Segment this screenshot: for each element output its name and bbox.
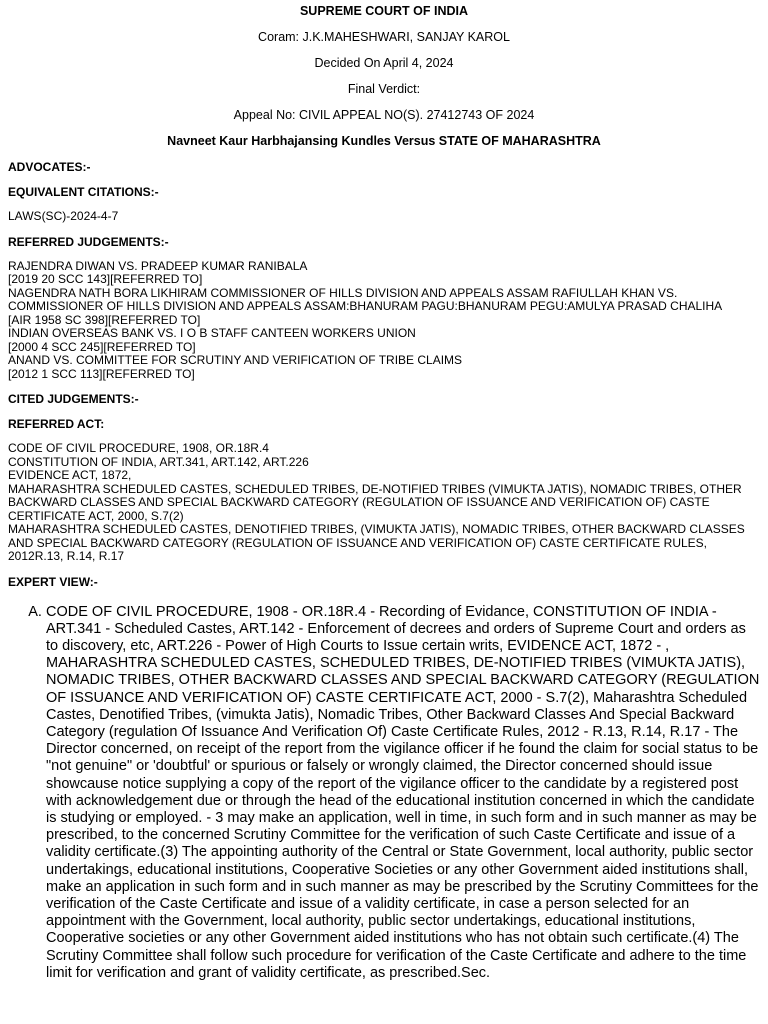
referred-judgement-line: INDIAN OVERSEAS BANK VS. I O B STAFF CANTEEN WORKERS UNION <box>8 326 416 340</box>
decided-date: Decided On April 4, 2024 <box>314 56 454 70</box>
referred-act-line: CODE OF CIVIL PROCEDURE, 1908, OR.18R.4 <box>8 441 269 455</box>
expert-view-item: A. CODE OF CIVIL PROCEDURE, 1908 - OR.18R.4 - Recording of Evidance, CONSTITUTION OF INDIA - ART.341 - Scheduled Castes, ART.142 - Enforcement of decrees and orders of Supreme Court and orders as to discovery, etc, ART.226 - Power of High Courts to Issue certain writs, EVIDENCE ACT, 1872 - , MAHARASHTRA SCHEDULED CASTES, SCHEDULED TRIBES, DE-NOTIFIED TRIBES (VIMUKTA JATIS), NOMADIC TRIBES, OTHER BACKWARD CLASSES AND SPECIAL BACKWARD CATEGORY (REGULATION OF ISSUANCE AND VERIFICATION OF) CASTE CERTIFICATE ACT, 2000 - S.7(2), Maharashtra Scheduled Castes, Denotified Tribes, (vimukta Jatis), Nomadic Tribes, Other Backward Classes And Special Backward Category (regulation Of Issuance And Verification Of) Caste Certificate Rules, 2012 - R.13, R.14, R.17 - The Director concerned, on receipt of the report from the vigilance officer if he found the claim for social status to be "not genuine" or 'doubtful' or spurious or falsely or wrongly claimed, the Director concerned should issue showcause notice supplying a copy of the report of the vigilance officer to the candidate by a registered post with acknowledgement due or through the head of the educational institution concerned in which the candidate is studying or employed. - 3 may make an application, well in time, in such form and in such manner as may be prescribed, to the concerned Scrutiny Committee for the verification of such Caste Certificate and issue of a validity certificate.(3) The appointing authority of the Central or State Government, local authority, public sector undertakings, educational institutions, Cooperative Societies or any other Government aided institutions shall, make an application in such form and in such manner as may be prescribed by the Scrutiny Committees for the verification of the Caste Certificate and issue of a validity certificate, in case a person selected for an appointment with the Government, local authority, public sector undertakings, educational institutions, Cooperative societies or any other Government aided institutions who has not obtain such certificate.(4) The Scrutiny Committee shall follow such procedure for verification of the Caste Certificate and adhere to the time limit for verification and grant of validity certificate, as prescribed.Sec. <box>46 604 760 982</box>
advocates-heading: ADVOCATES:- <box>8 160 91 174</box>
appeal-number: Appeal No: CIVIL APPEAL NO(S). 27412743 OF 2024 <box>233 108 535 122</box>
cited-judgements-heading: CITED JUDGEMENTS:- <box>8 392 139 406</box>
referred-act-heading: REFERRED ACT: <box>8 417 105 431</box>
referred-judgement-line: [2012 1 SCC 113][REFERRED TO] <box>8 366 195 381</box>
expert-view-list <box>8 604 760 982</box>
referred-judgement-line: NAGENDRA NATH BORA LIKHIRAM COMMISSIONER OF HILLS DIVISION AND APPEALS ASSAM RAFIULLAH KHAN VS. COMMISSIONER OF HILLS DIVISION AND APPEALS ASSAM:BHANURAM PAGU:BHANURAM PEGU:AMULYA PRASAD CHALIHA <box>8 285 723 313</box>
referred-judgements-list <box>8 260 760 382</box>
referred-act-list <box>8 442 760 564</box>
final-verdict: Final Verdict: <box>347 82 421 96</box>
referred-judgement-line: [AIR 1958 SC 398][REFERRED TO] <box>8 312 201 327</box>
referred-act-line: MAHARASHTRA SCHEDULED CASTES, DENOTIFIED TRIBES, (VIMUKTA JATIS), NOMADIC TRIBES, OTHER BACKWARD CLASSES AND SPECIAL BACKWARD CATEGORY (REGULATION OF ISSUANCE AND VERIFICATION OF) CASTE CERTIFICATE RULES, 2012R.13, R.14, R.17 <box>8 522 745 563</box>
case-parties: Navneet Kaur Harbhajansing Kundles Versus STATE OF MAHARASHTRA <box>167 134 601 148</box>
equivalent-citation-value: LAWS(SC)-2024-4-7 <box>8 209 119 223</box>
referred-act-line: MAHARASHTRA SCHEDULED CASTES, SCHEDULED TRIBES, DE-NOTIFIED TRIBES (VIMUKTA JATIS), NOMADIC TRIBES, OTHER BACKWARD CLASSES AND SPECIAL BACKWARD CATEGORY (REGULATION OF ISSUANCE AND VERIFICATION OF) CASTE CERTIFICATE ACT, 2000, S.7(2) <box>8 481 742 523</box>
referred-act-line: EVIDENCE ACT, 1872, <box>8 468 132 482</box>
referred-judgement-line: [2000 4 SCC 245][REFERRED TO] <box>8 339 196 354</box>
court-name: SUPREME COURT OF INDIA <box>299 4 469 18</box>
referred-judgements-heading: REFERRED JUDGEMENTS:- <box>8 234 169 249</box>
referred-judgement-line: [2019 20 SCC 143][REFERRED TO] <box>8 272 203 286</box>
coram: Coram: J.K.MAHESHWARI, SANJAY KAROL <box>258 30 510 44</box>
referred-act-line: CONSTITUTION OF INDIA, ART.341, ART.142, ART.226 <box>8 454 309 469</box>
equivalent-citations-heading: EQUIVALENT CITATIONS:- <box>8 185 159 199</box>
referred-judgement-line: ANAND VS. COMMITTEE FOR SCRUTINY AND VERIFICATION OF TRIBE CLAIMS <box>8 353 463 367</box>
expert-view-heading: EXPERT VIEW:- <box>8 574 98 589</box>
referred-judgement-line: RAJENDRA DIWAN VS. PRADEEP KUMAR RANIBALA <box>8 258 308 273</box>
